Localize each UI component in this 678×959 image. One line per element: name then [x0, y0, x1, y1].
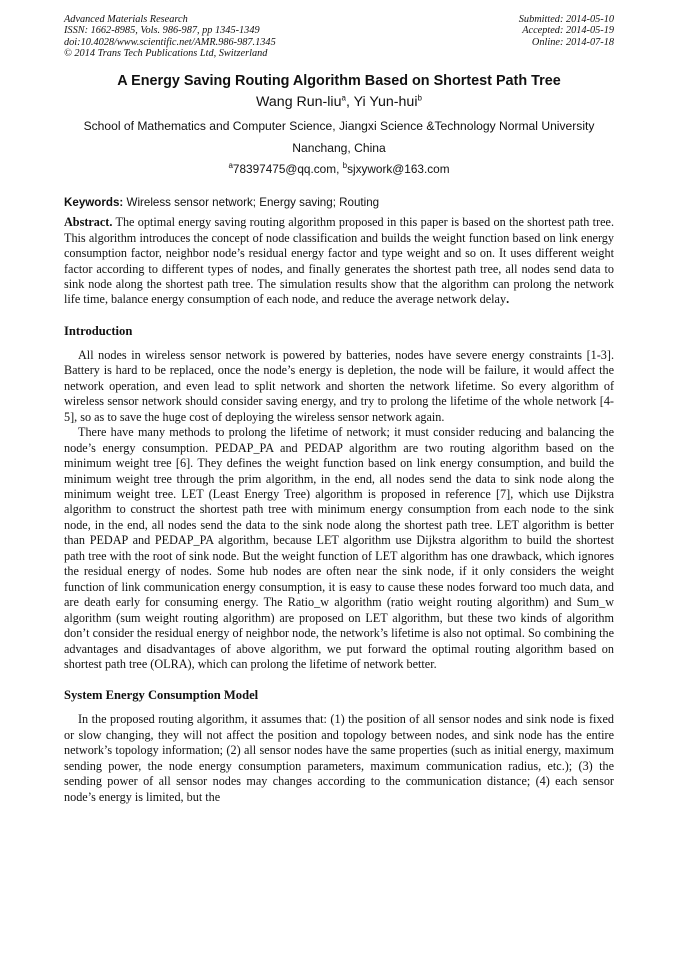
- body-paragraph: In the proposed routing algorithm, it assumes that: (1) the position of all sensor nodes and sink node is fixed or slow changing, they will not affect the position and topology between nodes, and sink node has the entire network’s topology information; (2) all sensor nodes have the same properties (such as initial energy, maximum sending power, the node energy consumption parameters, maximum communication radius, etc.); (3) the sending power of all sensor nodes may changes according to the communication distance; (4) each sensor node’s energy is limited, but the: [64, 712, 614, 804]
- keywords-text: Wireless sensor network; Energy saving; Routing: [123, 196, 380, 210]
- publication-header: [64, 14, 614, 59]
- accepted-date: Accepted: 2014-05-19: [522, 25, 614, 37]
- journal-info: [64, 14, 276, 59]
- affiliation-institution: School of Mathematics and Computer Science, Jiangxi Science &Technology Normal University: [83, 119, 595, 134]
- email-mark: b: [342, 161, 348, 171]
- author-affiliation-mark: b: [417, 93, 422, 103]
- abstract: [64, 215, 614, 308]
- online-date: Online: 2014-07-18: [531, 36, 614, 48]
- section-heading-introduction: Introduction: [64, 323, 133, 338]
- keywords-label: Keywords:: [64, 196, 124, 210]
- doi-line: doi:10.4028/www.scientific.net/AMR.986-987.1345: [64, 36, 276, 48]
- submitted-date: Submitted: 2014-05-10: [518, 14, 614, 25]
- email-list: [64, 160, 614, 178]
- section-heading-energy-model: System Energy Consumption Model: [64, 688, 259, 703]
- submission-dates: [519, 14, 614, 59]
- email-mark: a: [228, 161, 233, 171]
- abstract-end: .: [506, 292, 510, 307]
- author-separator: ,: [345, 94, 354, 111]
- keywords: [64, 195, 614, 211]
- email-address: 78397475@qq.com: [232, 162, 337, 177]
- body-paragraph: All nodes in wireless sensor network is powered by batteries, nodes have severe energy constraints [1-3]. Battery is hard to be replaced, once the node’s energy is depletion, the node will be failure, it would affect the network operation, and even lead to split network and shorten the network lifetime. So every algorithm of wireless sensor network should consider saving energy, and try to prolong the lifetime of the whole network [4-5], so as to save the huge cost of deploying the wireless sensor network again.: [64, 347, 614, 424]
- author-name: Yi Yun-hui: [353, 94, 418, 111]
- affiliation: [64, 115, 614, 159]
- journal-name: Advanced Materials Research: [64, 14, 188, 25]
- email-address: sjxywork@163.com: [347, 162, 450, 177]
- copyright-line: © 2014 Trans Tech Publications Ltd, Switzerland: [64, 47, 268, 59]
- affiliation-city: Nanchang, China: [292, 141, 386, 156]
- author-affiliation-mark: a: [341, 93, 346, 103]
- issn-line: ISSN: 1662-8985, Vols. 986-987, pp 1345-1349: [64, 25, 260, 37]
- body-paragraph: There have many methods to prolong the lifetime of network; it must consider reducing and balancing the node’s energy consumption. PEDAP_PA and PEDAP algorithm are two routing algorithm based on the minimum weight tree [6]. They defines the weight function based on link energy consumption, and build the minimum weight tree through the prim algorithm, in the end, all nodes send the data to sink node along the minimum weight tree. LET (Least Energy Tree) algorithm is proposed in reference [7], which use Dijkstra algorithm to construct the shortest path tree with minimum energy consumption from each node to the sink node, in the end, all nodes send the data to the sink node along the shortest path tree. LET algorithm is better than PEDAP and PEDAP_PA algorithm, because LET algorithm use Dijkstra algorithm to build the shortest path tree with the root of sink node. But the weight function of LET algorithm has one drawback, which ignores the residual energy of nodes. Some hub nodes are often near the sink node, if it only considers the weight function of link communication energy consumption, it is easy to cause these nodes forward too much data, and are death early for consuming energy. The Ratio_w algorithm (ratio weight routing algorithm) and Sum_w algorithm (sum weight routing algorithm) are proposed on LET algorithm, but these two kinds of algorithm don’t consider the residual energy of neighbor node, the network’s lifetime is also not optimal. So combining the advantages and disadvantages of above algorithm, we put forward the optimal routing algorithm based on shortest path tree (OLRA), which can prolong the lifetime of network better.: [64, 425, 614, 671]
- paper-title: A Energy Saving Routing Algorithm Based on Shortest Path Tree: [117, 73, 561, 90]
- abstract-text: The optimal energy saving routing algorithm proposed in this paper is based on the shortest path tree. This algorithm introduces the concept of node classification and builds the weight function based on link energy consumption factor, neighbor node’s residual energy factor and type weight and so on. It uses different weight factor according to different types of nodes, and finally generates the shortest path tree, all nodes send data to sink node along the shortest path tree. The simulation results show that the algorithm can prolong the network life time, balance energy consumption of each node, and reduce the average network delay: [64, 215, 614, 307]
- author-list: [64, 93, 614, 112]
- abstract-label: Abstract.: [64, 215, 113, 230]
- author-name: Wang Run-liu: [256, 94, 342, 111]
- email-separator: ,: [336, 162, 343, 177]
